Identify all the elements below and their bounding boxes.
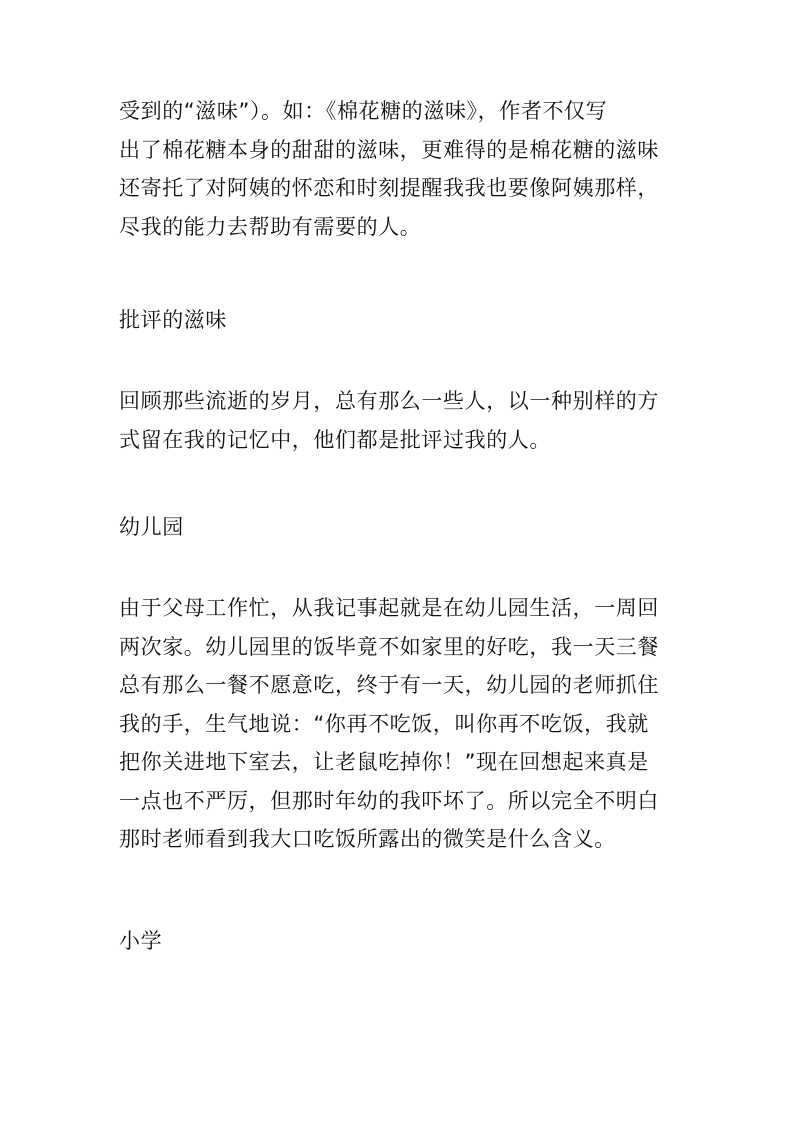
paragraph-line: 由于父母工作忙，从我记事起就是在幼儿园生活，一周回: [119, 596, 659, 620]
paragraph-line: 受到的“滋味”）。如：《棉花糖的滋味》，作者不仅写: [119, 99, 608, 123]
paragraph-line: 尽我的能力去帮助有需要的人。: [119, 214, 422, 239]
paragraph-line: 式留在我的记忆中，他们都是批评过我的人。: [119, 427, 551, 452]
section-heading-kindergarten: 幼儿园: [119, 515, 184, 539]
paragraph-line: 把你关进地下室去，让老鼠吃掉你！”现在回想起来真是: [119, 750, 649, 774]
paragraph-line: 一点也不严厉，但那时年幼的我吓坏了。所以完全不明白: [119, 788, 659, 813]
paragraph-line: 那时老师看到我大口吃饭所露出的微笑是什么含义。: [119, 827, 616, 851]
paragraph-line: 两次家。幼儿园里的饭毕竟不如家里的好吃，我一天三餐: [119, 634, 659, 659]
paragraph-memories: [119, 382, 679, 459]
paragraph-line: 回顾那些流逝的岁月，总有那么一些人，以一种别样的方: [119, 389, 659, 413]
section-heading-criticism: 批评的滋味: [119, 308, 227, 332]
paragraph-line: 我的手，生气地说：“你再不吃饭，叫你再不吃饭，我就: [119, 711, 649, 736]
section-heading-primary-school: 小学: [119, 929, 163, 953]
paragraph-taste-of-cotton-candy: [119, 92, 679, 246]
paragraph-line: 出了棉花糖本身的甜甜的滋味，更难得的是棉花糖的滋味: [119, 137, 659, 162]
paragraph-kindergarten-story: [119, 589, 679, 859]
paragraph-line: 总有那么一餐不愿意吃，终于有一天，幼儿园的老师抓住: [119, 673, 659, 697]
paragraph-line: 还寄托了对阿姨的怀恋和时刻提醒我我也要像阿姨那样，: [119, 176, 659, 200]
